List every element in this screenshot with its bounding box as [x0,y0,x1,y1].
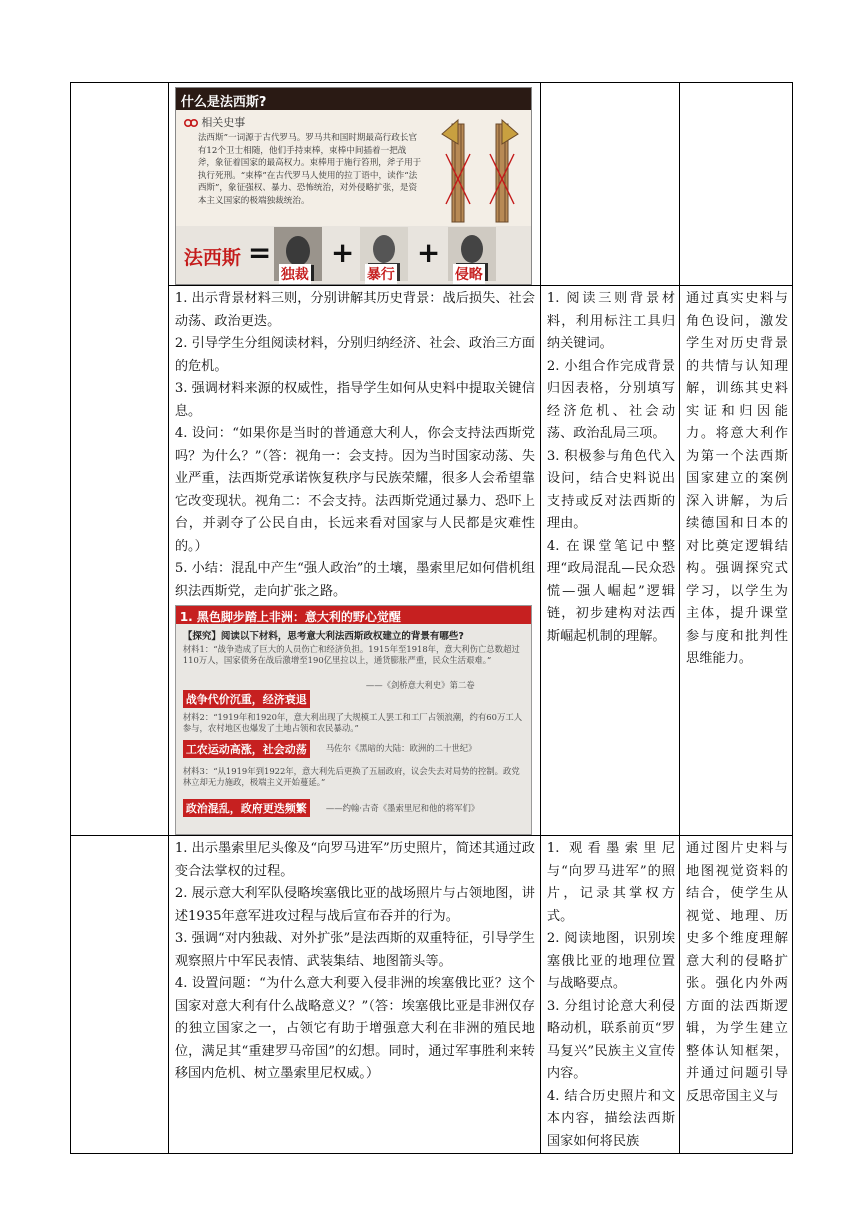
figure-body-text: 法西斯”一词源于古代罗马。罗马共和国时期最高行政长官有12个卫士相随，他们手持束棒，束棒中间插着一把战斧，象征着国家的最高权力。束棒用于施行笞刑，斧子用于执行死刑。“束棒”在古代罗马人使用的拉丁语中，读作“法西斯”，象征强权、暴力、恐怖统治，对外侵略扩张，是资本主义国家的极端独裁统治。 [197,133,422,206]
material-2-source: 马佐尔《黑暗的大陆：欧洲的二十世纪》 [325,743,477,753]
intent-empty-cell [680,83,793,286]
student-step: 3. 分组讨论意大利侵略动机，联系前页“罗马复兴”民族主义宣传内容。 [546,998,676,1081]
teacher-step: 3. 强调材料来源的权威性，指导学生如何从史料中提取关键信息。 [174,381,535,419]
material-1: 材料1：“战争造成了巨大的人员伤亡和经济负担。1915年至1918年，意大利伤亡总数超过110万人，国家债务在战后激增至190亿里拉以上，通货膨胀严重，民众生活艰难。” [182,644,520,666]
student-activities-1 [541,286,679,648]
figure-title: 什么是法西斯? [180,95,267,110]
student-step: 4. 在课堂笔记中整理“政局混乱—民众恐慌—强人崛起”逻辑链，初步建构对法西斯崛起机制的理解。 [546,538,676,644]
figure-title: 1. 黑色脚步踏上非洲：意大利的野心觉醒 [179,610,401,624]
link-icon [184,118,198,128]
figure-header [176,606,531,624]
student-step: 2. 小组合作完成背景归因表格，分别填写经济危机、社会动荡、政治乱局三项。 [546,358,676,441]
teacher-step: 1. 出示背景材料三则，分别讲解其历史背景：战后损失、社会动荡、政治更迭。 [174,291,535,329]
fasces-icon [438,114,478,224]
teacher-step: 1. 出示墨索里尼头像及“向罗马进军”历史照片，简述其通过政变合法掌权的过程。 [174,841,535,879]
teacher-activity-cell-1 [168,83,540,286]
student-activity-cell-2 [540,836,679,1154]
attribute-atrocity: 暴行 [365,264,397,284]
student-step: 1. 阅读三则背景材料，利用标注工具归纳关键词。 [546,291,676,351]
inquiry-question: 【探究】阅读以下材料，思考意大利法西斯政权建立的背景有哪些? [182,631,464,642]
design-intent-cell-1 [680,286,793,836]
student-activity-cell-1 [540,286,679,836]
plus-sign: + [416,236,441,269]
empty-left-cell [71,83,169,836]
design-intent-2: 通过图片史料与地图视觉资料的结合，使学生从视觉、地理、历史多个维度理解意大利的侵略扩张。强化内外两方面的法西斯逻辑，为学生建立整体认知框架，并通过问题引导反思帝国主义与 [686,841,788,1104]
italy-background-figure [175,605,532,835]
material-3: 材料3：“从1919年到1922年，意大利先后更换了五届政府，议会失去对局势的控制。政党林立却无力施政，极端主义开始蔓延。” [182,766,520,788]
material-2-tag: 工农运动高涨，社会动荡 [183,740,310,758]
student-step: 4. 结合历史照片和文本内容，描绘法西斯国家如何将民族 [546,1088,676,1149]
equals-sign: = [247,236,272,269]
student-step: 3. 积极参与角色代入设问，结合史料说出支持或反对法西斯的理由。 [546,448,676,531]
teacher-activity-cell-3 [168,836,540,1154]
student-step: 1. 观看墨索里尼与“向罗马进军”的照片，记录其掌权方式。 [546,841,676,924]
material-1-source: ——《剑桥意大利史》第二卷 [365,680,475,690]
design-intent-cell-2 [680,836,793,1154]
teacher-step: 4. 设置问题：“为什么意大利要入侵非洲的埃塞俄比亚？这个国家对意大利有什么战略意义？”（答：埃塞俄比亚是非洲仅存的独立国家之一，占领它有助于增强意大利在非洲的殖民地位，满足其“重建罗马帝国”的幻想。同时，通过军事胜利来转移国内危机、树立墨索里尼权威。） [174,976,535,1081]
plus-sign: + [330,236,355,269]
design-intent-1: 通过真实史料与角色设问，激发学生对历史背景的共情与认知理解，训练其史料实证和归因能力。将意大利作为第一个法西斯国家建立的案例深入讲解，为后续德国和日本的对比奠定逻辑结构。强调探究式学习，以学生为主体，提升课堂参与度和批判性思维能力。 [686,291,788,666]
teacher-step: 2. 引导学生分组阅读材料，分别归纳经济、社会、政治三方面的危机。 [174,336,535,374]
student-activities-2 [541,836,679,1153]
material-1-tag: 战争代价沉重，经济衰退 [183,690,310,708]
student-empty-cell [540,83,679,286]
figure-header [176,88,531,110]
attribute-dictatorship: 独裁 [279,264,311,284]
teacher-activities-1 [169,286,540,603]
attribute-aggression: 侵略 [453,264,485,284]
fasces-icon [482,114,522,224]
teacher-activity-cell-2 [168,286,540,836]
lesson-plan-table [70,82,793,1154]
empty-left-cell [71,836,169,1154]
fascism-term: 法西斯 [183,247,241,269]
material-3-source: ——约翰·古奇《墨索里尼和他的将军们》 [325,803,480,813]
material-3-tag: 政治混乱，政府更迭频繁 [183,799,310,817]
teacher-step: 3. 强调“对内独裁、对外扩张”是法西斯的双重特征，引导学生观察照片中军民表情、武装集结、地图箭头等。 [174,931,535,969]
teacher-step: 2. 展示意大利军队侵略埃塞俄比亚的战场照片与占领地图，讲述1935年意军进攻过程与战后宣布吞并的行为。 [174,886,535,924]
material-2: 材料2：“1919年和1920年，意大利出现了大规模工人罢工和工厂占领浪潮，约有60万工人参与，农村地区也爆发了土地占领和农民暴动。” [182,712,523,734]
student-step: 2. 阅读地图，识别埃塞俄比亚的地理位置与战略要点。 [546,931,676,991]
fascism-definition-figure [175,87,532,285]
teacher-step: 5. 小结：混乱中产生“强人政治”的土壤，墨索里尼如何借机组织法西斯党，走向扩张之路。 [174,561,535,599]
teacher-activities-2 [169,836,540,1086]
teacher-step: 4. 设问：“如果你是当时的普通意大利人，你会支持法西斯党吗？为什么？”（答：视角一：会支持。因为当时国家动荡、失业严重，法西斯党承诺恢复秩序与民族荣耀，很多人会希望靠它改变现状。视角二：不会支持。法西斯党通过暴力、恐吓上台，并剥夺了公民自由，长远来看对国家与人民都是灾难性的。） [174,426,535,554]
figure-subheader: 相关史事 [184,114,246,130]
